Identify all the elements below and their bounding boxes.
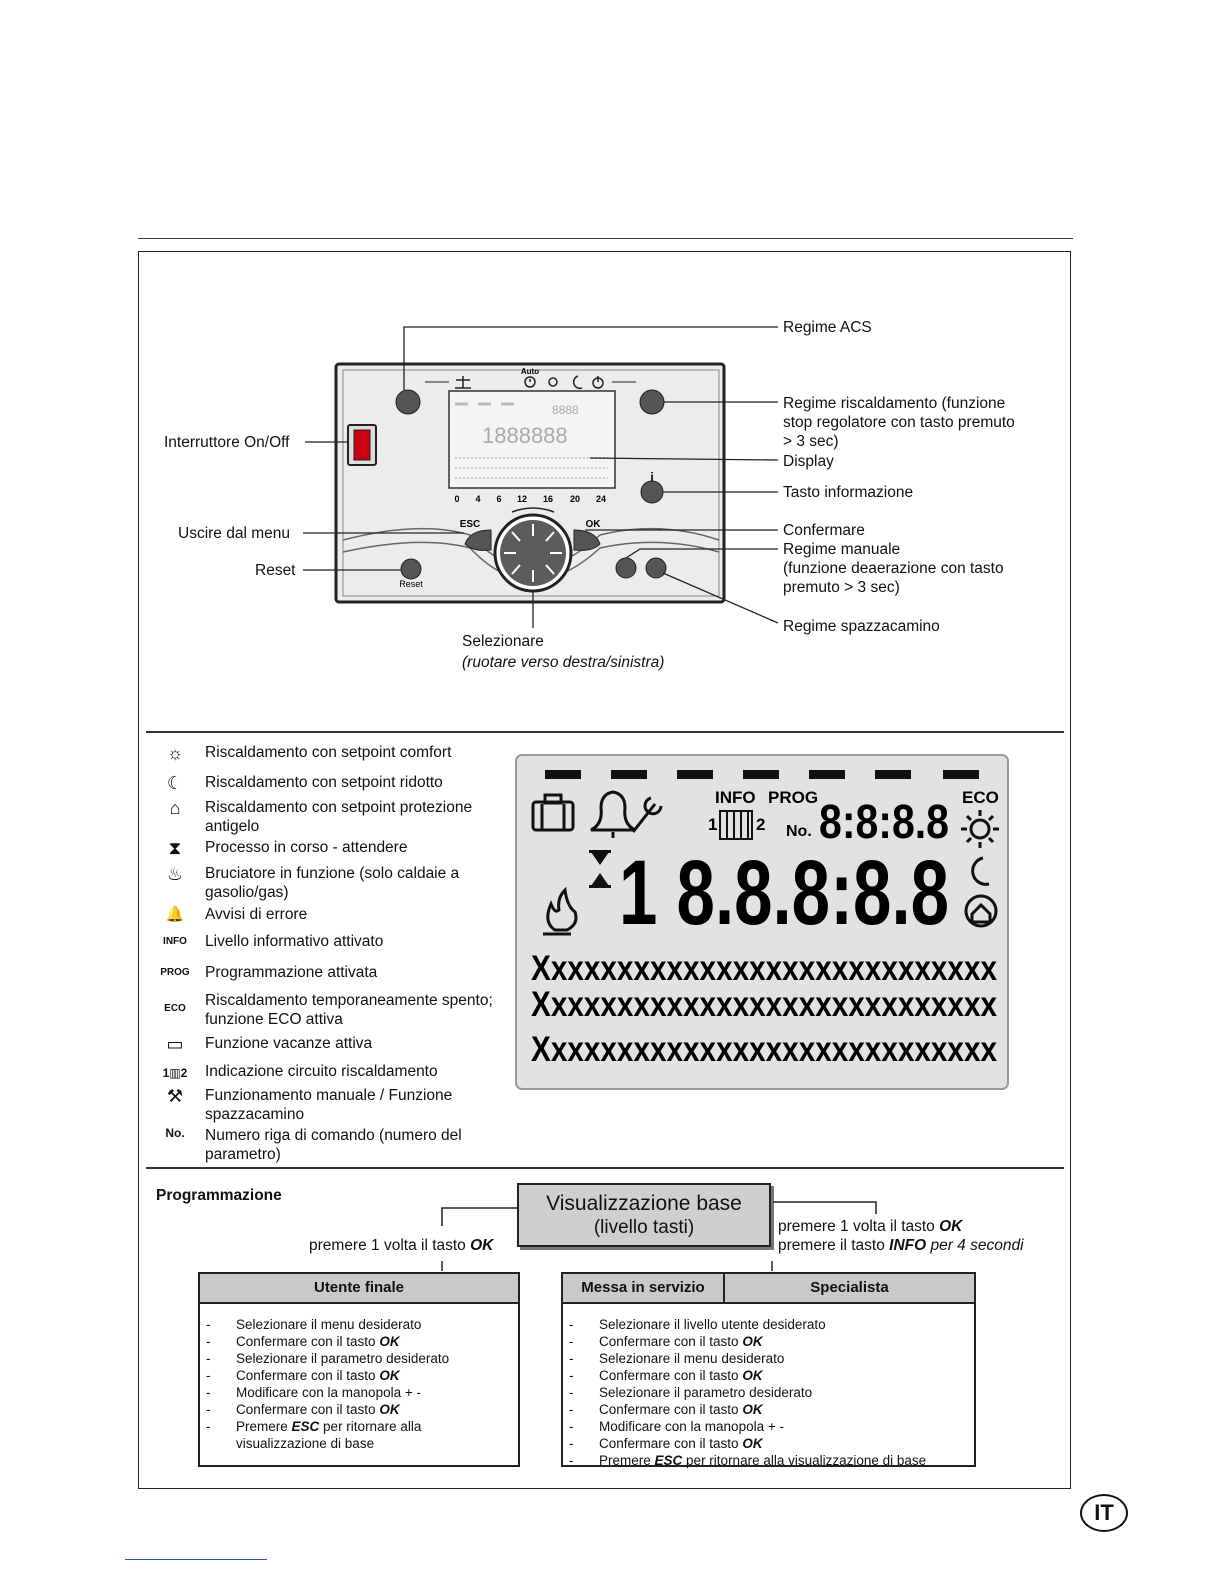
step: - Modificare con la manopola + - <box>206 1384 458 1401</box>
svg-text:2: 2 <box>756 815 766 834</box>
bell-icon: 🔔 <box>165 906 185 923</box>
svg-text:1888888: 1888888 <box>482 423 568 448</box>
step: - Selezionare il livello utente desiderato <box>569 1316 968 1333</box>
programming-title: Programmazione <box>156 1187 282 1204</box>
label-display: Display <box>783 453 834 470</box>
label-regime-riscaldamento: Regime riscaldamento (funzione stop regolatore con tasto premuto > 3 sec) <box>783 395 1015 450</box>
svg-text:8:8:8.8: 8:8:8.8 <box>819 796 949 849</box>
svg-text:ECO: ECO <box>962 788 999 807</box>
section-divider-2 <box>146 1167 1064 1169</box>
heating-mode-button <box>640 390 664 414</box>
step: - Selezionare il menu desiderato <box>206 1316 458 1333</box>
svg-text:6: 6 <box>496 494 502 504</box>
label-interruttore: Interruttore On/Off <box>164 434 290 451</box>
right-flow-hint-2: premere il tasto INFO per 4 secondi <box>778 1237 1024 1254</box>
label-selezionare: Selezionare <box>462 633 544 650</box>
service-header: Messa in servizio <box>563 1274 725 1302</box>
svg-text:No.: No. <box>786 823 812 840</box>
svg-text:0: 0 <box>454 494 460 504</box>
manual-mode-button <box>616 558 636 578</box>
step: - Confermare con il tasto OK <box>206 1367 458 1384</box>
lcd-display <box>515 754 1009 1090</box>
eco-icon: ECO <box>164 1003 186 1014</box>
info-button <box>641 481 663 503</box>
heating-circuit-icon: 1▥2 <box>162 1066 188 1080</box>
step: - Selezionare il parametro desiderato <box>569 1384 968 1401</box>
specialist-header: Specialista <box>810 1279 889 1296</box>
svg-text:PROG: PROG <box>768 788 819 807</box>
controller-diagram <box>0 0 1224 730</box>
reset-device-label: Reset <box>399 579 423 589</box>
suitcase-icon: ▭ <box>166 1034 184 1054</box>
reset-button <box>401 559 421 579</box>
step: - Confermare con il tasto OK <box>206 1401 458 1418</box>
label-reset: Reset <box>255 562 296 579</box>
svg-text:OK: OK <box>585 519 601 530</box>
step: - Confermare con il tasto OK <box>569 1435 968 1452</box>
label-tasto-informazione: Tasto informazione <box>783 484 914 501</box>
step: - Modificare con la manopola + - <box>569 1418 968 1435</box>
svg-text:4: 4 <box>475 494 481 504</box>
right-flow-hint-1: premere 1 volta il tasto OK <box>778 1218 963 1235</box>
label-uscire-menu: Uscire dal menu <box>178 525 290 542</box>
wrench-icon: ⚒ <box>166 1086 184 1106</box>
specialist-box <box>561 1272 976 1467</box>
step: - Confermare con il tasto OK <box>569 1401 968 1418</box>
moon-icon: ☾ <box>166 773 184 793</box>
svg-text:i: i <box>650 470 654 484</box>
svg-text:ESC: ESC <box>459 519 481 530</box>
step: - Confermare con il tasto OK <box>206 1333 458 1350</box>
step: - Confermare con il tasto OK <box>569 1333 968 1350</box>
svg-text:16: 16 <box>542 494 554 504</box>
step: - Selezionare il menu desiderato <box>569 1350 968 1367</box>
left-flow-hint: premere 1 volta il tasto OK <box>309 1237 494 1254</box>
label-regime-manuale: Regime manuale (funzione deaerazione con tasto premuto > 3 sec) <box>783 541 1004 596</box>
svg-text:8888: 8888 <box>552 403 579 417</box>
svg-text:12: 12 <box>516 494 528 504</box>
sun-icon: ☼ <box>166 743 184 763</box>
label-confermare: Confermare <box>783 522 865 539</box>
end-user-box: Utente finale - Selezionare il menu desiderato - Confermare con il tasto OK - Selezionare il parametro desiderato - Confermare con il tasto OK - Modificare con la manopola + - - Confermare con il tasto OK - Premere ESC per ritornare alla visualizzazione di base <box>198 1272 520 1467</box>
flow-connectors <box>0 1180 1224 1280</box>
svg-text:1: 1 <box>708 815 718 834</box>
number-icon: No. <box>165 1126 185 1140</box>
svg-text:Auto: Auto <box>520 367 540 376</box>
dhw-mode-button <box>396 390 420 414</box>
step: - Premere ESC per ritornare alla visualizzazione di base <box>569 1452 968 1469</box>
svg-text:INFO: INFO <box>715 788 756 807</box>
prog-icon: PROG <box>160 967 190 978</box>
language-badge: IT <box>1080 1494 1128 1532</box>
step: - Premere ESC per ritornare alla visualizzazione di base <box>206 1418 458 1452</box>
frost-house-icon: ⌂ <box>169 798 181 818</box>
step: - Confermare con il tasto OK <box>569 1367 968 1384</box>
base-view-box: Visualizzazione base (livello tasti) <box>517 1183 771 1247</box>
flame-icon: ♨ <box>166 864 184 884</box>
info-icon: INFO <box>163 936 187 947</box>
svg-text:Xxxxxxxxxxxxxxxxxxxxxxxxxxxx: Xxxxxxxxxxxxxxxxxxxxxxxxxxxx <box>531 949 998 988</box>
section-divider-1 <box>146 731 1064 733</box>
svg-text:Xxxxxxxxxxxxxxxxxxxxxxxxxxxx: Xxxxxxxxxxxxxxxxxxxxxxxxxxxx <box>531 985 998 1024</box>
step: - Selezionare il parametro desiderato <box>206 1350 458 1367</box>
label-regime-acs: Regime ACS <box>783 319 872 336</box>
svg-text:20: 20 <box>569 494 581 504</box>
svg-text:24: 24 <box>595 494 607 504</box>
label-selezionare-hint: (ruotare verso destra/sinistra) <box>462 654 665 671</box>
label-regime-spazzacamino: Regime spazzacamino <box>783 618 940 635</box>
hourglass-icon: ⧗ <box>168 838 182 858</box>
svg-text:Xxxxxxxxxxxxxxxxxxxxxxxxxxxx: Xxxxxxxxxxxxxxxxxxxxxxxxxxxx <box>531 1030 998 1069</box>
chimney-sweep-button <box>646 558 666 578</box>
svg-text:1 8.8.8:8.8: 1 8.8.8:8.8 <box>619 842 949 944</box>
footer-rule <box>125 1559 267 1560</box>
